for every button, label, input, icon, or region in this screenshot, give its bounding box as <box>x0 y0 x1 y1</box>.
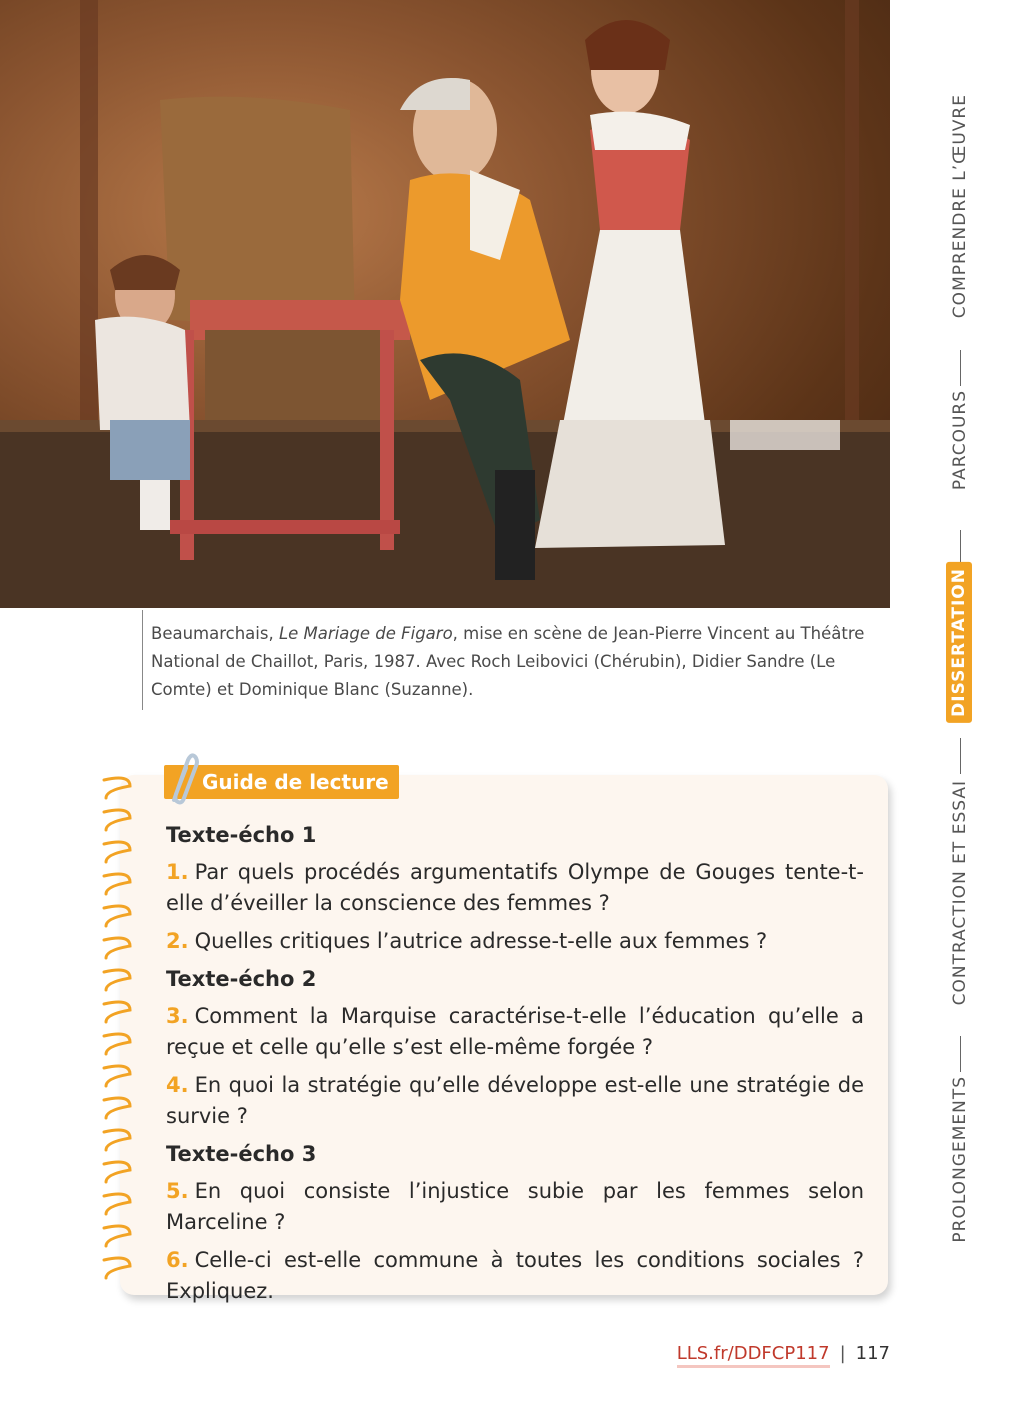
sidenav-item-prolongements[interactable]: PROLONGEMENTS <box>950 1076 970 1243</box>
guide-title: Guide de lecture <box>202 770 389 794</box>
caption-details: , mise en scène de Jean-Pierre Vincent au Théâtre National de Chaillot, Paris, 1987. Avec Roch Leibovici (Chérubin), Didier Sandre (Le Comte) et Dominique Blanc (Suzanne). <box>151 624 865 699</box>
question-number: 3. <box>166 1004 189 1028</box>
side-navigation <box>932 70 992 1270</box>
question-number: 6. <box>166 1248 189 1272</box>
sidenav-separator <box>960 530 961 566</box>
question-text: Par quels procédés argumentatifs Olympe de Gouges tente-t-elle d’éveiller la conscience des femmes ? <box>166 860 864 915</box>
question-text: Comment la Marquise caractérise-t-elle l’éducation qu’elle a reçue et celle qu’elle s’est elle-même forgée ? <box>166 1004 864 1059</box>
question-number: 2. <box>166 929 189 953</box>
question-number: 5. <box>166 1179 189 1203</box>
sidenav-item-parcours[interactable]: PARCOURS <box>950 390 970 491</box>
question-text: En quoi la stratégie qu’elle développe est-elle une stratégie de survie ? <box>166 1073 864 1128</box>
resource-link[interactable]: LLS.fr/DDFCP117 <box>677 1343 830 1368</box>
sidenav-item-dissertation[interactable]: DISSERTATION <box>946 562 972 723</box>
sidenav-separator <box>960 738 961 774</box>
page-number: 117 <box>855 1343 890 1364</box>
question-item <box>166 1001 864 1063</box>
spiral-binding-icon <box>96 772 146 1302</box>
section-heading: Texte-écho 3 <box>166 1142 317 1166</box>
question-item <box>166 926 864 957</box>
question-text: Celle-ci est-elle commune à toutes les conditions sociales ? Expliquez. <box>166 1248 864 1303</box>
photo-caption <box>142 610 871 710</box>
question-text: Quelles critiques l’autrice adresse-t-elle aux femmes ? <box>194 929 768 953</box>
section-heading: Texte-écho 2 <box>166 967 317 991</box>
sidenav-separator <box>960 1036 961 1072</box>
question-item <box>166 1245 864 1307</box>
guide-content <box>166 820 864 1314</box>
caption-author: Beaumarchais, <box>151 624 274 643</box>
question-number: 1. <box>166 860 189 884</box>
question-item <box>166 1176 864 1238</box>
question-number: 4. <box>166 1073 189 1097</box>
sidenav-item-contraction[interactable]: CONTRACTION ET ESSAI <box>950 780 970 1006</box>
question-item <box>166 857 864 919</box>
theatre-scene-illustration <box>0 0 890 608</box>
sidenav-item-comprendre[interactable]: COMPRENDRE L’ŒUVRE <box>950 94 970 319</box>
caption-work-title: Le Mariage de Figaro <box>278 624 453 643</box>
footer-divider: | <box>839 1343 846 1364</box>
sidenav-separator <box>960 350 961 386</box>
question-item <box>166 1070 864 1132</box>
section-heading: Texte-écho 1 <box>166 823 317 847</box>
question-text: En quoi consiste l’injustice subie par les femmes selon Marceline ? <box>166 1179 864 1234</box>
theatre-photo <box>0 0 890 608</box>
page-footer <box>677 1343 890 1364</box>
paperclip-icon <box>166 750 200 808</box>
